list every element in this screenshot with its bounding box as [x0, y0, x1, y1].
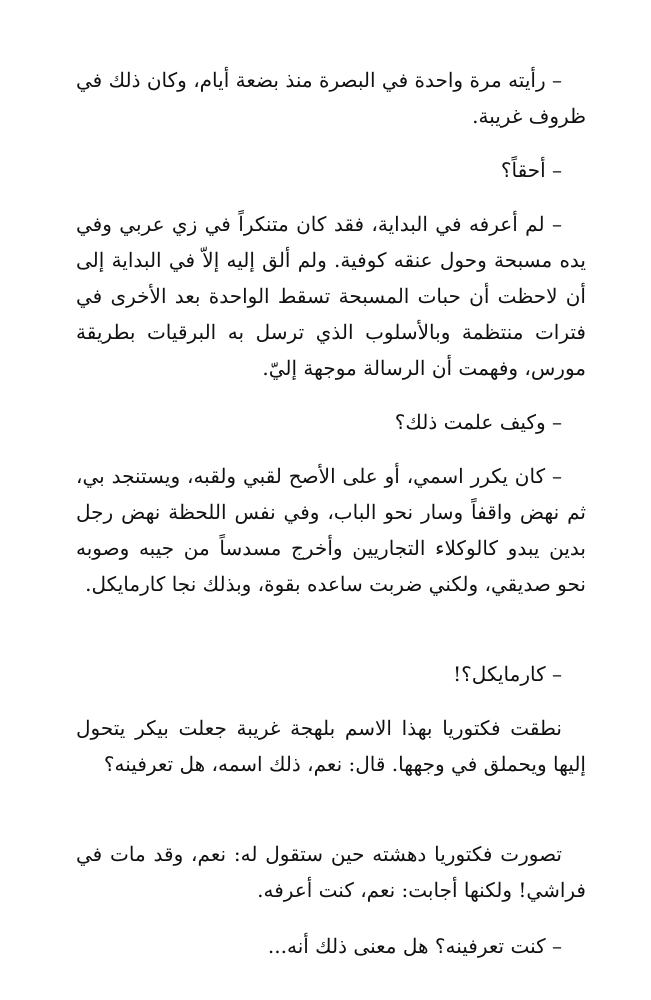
paragraph-text: – كان يكرر اسمي، أو على الأصح لقبي ولقبه، ويستنجد بي، ثم نهض واقفاً وسار نحو الباب، وفي نفس اللحظة نهض رجل بدين يبدو كالوكلاء التجاريين وأخرج مسدساً من جيبه وصوبه نحو صديقي، ولكني ضربت ساعده بقوة، وبذلك نجا كارمايكل. — [76, 464, 586, 596]
paragraph-2 — [76, 152, 586, 188]
paragraph-text: – كارمايكل؟! — [453, 662, 562, 686]
paragraph-4 — [76, 404, 586, 440]
paragraph-3 — [76, 206, 586, 386]
paragraph-text: نطقت فكتوريا بهذا الاسم بلهجة غريبة جعلت بيكر يتحول إليها ويحملق في وجهها. قال: نعم، ذلك اسمه، هل تعرفينه؟ — [76, 716, 586, 776]
paragraph-text: – رأيته مرة واحدة في البصرة منذ بضعة أيام، وكان ذلك في ظروف غريبة. — [76, 68, 586, 128]
paragraph-9 — [76, 928, 586, 964]
paragraph-text: تصورت فكتوريا دهشته حين ستقول له: نعم، وقد مات في فراشي! ولكنها أجابت: نعم، كنت أعرفه. — [76, 842, 586, 902]
paragraph-8 — [76, 836, 586, 908]
paragraph-text: – كنت تعرفينه؟ هل معنى ذلك أنه... — [267, 934, 562, 958]
paragraph-text: – لم أعرفه في البداية، فقد كان متنكراً في زي عربي وفي يده مسبحة وحول عنقه كوفية. ولم ألق إليه إلاّ في البداية إلى أن لاحظت أن حبات المسبحة تسقط الواحدة بعد الأخرى في فترات منتظمة وبالأسلوب الذي ترسل به البرقيات بطريقة مورس، وفهمت أن الرسالة موجهة إليّ. — [76, 212, 586, 380]
paragraph-1 — [76, 62, 586, 134]
paragraph-text: – أحقاً؟ — [500, 158, 562, 182]
paragraph-7 — [76, 710, 586, 782]
paragraph-6 — [76, 656, 586, 692]
paragraph-5 — [76, 458, 586, 602]
paragraph-text: – وكيف علمت ذلك؟ — [394, 410, 562, 434]
